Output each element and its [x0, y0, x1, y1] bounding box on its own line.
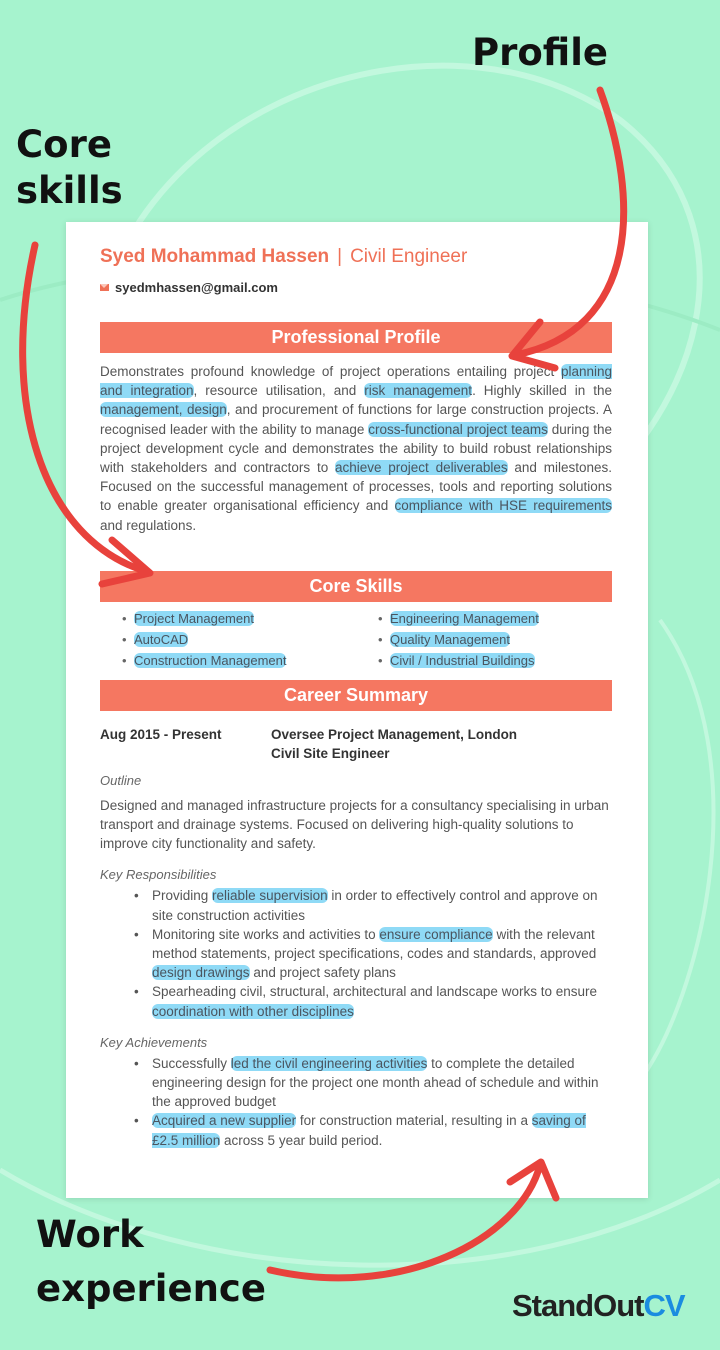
achievements-list: [100, 1054, 612, 1150]
job-details: [271, 725, 517, 763]
callout-core-skills: Core skills: [16, 123, 123, 213]
callout-profile: Profile: [472, 31, 608, 74]
profile-highlight: risk management: [364, 383, 473, 399]
profile-paragraph: [100, 362, 612, 535]
cv-role: Civil Engineer: [350, 246, 468, 267]
profile-highlight: achieve project deliverables: [334, 460, 508, 476]
achievement-item: • Acquired a new supplier for construction material, resulting in a saving of £2.5 million across 5 year build period.: [100, 1111, 612, 1149]
achievement-item: • Successfully led the civil engineering activities to complete the detailed engineering design for the project one month ahead of schedule and within the approved budget: [100, 1054, 612, 1112]
job-company: Oversee Project Management, London: [271, 726, 518, 742]
profile-highlight: planning and integration: [100, 364, 612, 399]
job-date: Aug 2015 - Present: [100, 726, 222, 742]
cv-header: [100, 246, 612, 268]
header-separator: |: [337, 246, 343, 267]
section-professional-profile: Professional Profile: [100, 322, 612, 353]
profile-text-part: . Highly skilled in the: [472, 383, 613, 399]
responsibilities-list: [100, 886, 612, 1020]
responsibility-item: • Spearheading civil, structural, architectural and landscape works to ensure coordination with other disciplines: [100, 982, 612, 1020]
cv-document: [66, 222, 648, 1198]
profile-text-part: , and procurement of functions for large construction projects. A recognised leader with the ability to manage: [100, 402, 612, 437]
skills-column-left: [100, 608, 356, 671]
section-core-skills: Core Skills: [100, 571, 612, 602]
section-career-summary: Career Summary: [100, 680, 612, 711]
job-title: Civil Site Engineer: [271, 745, 390, 761]
logo-text: StandOut: [512, 1288, 644, 1323]
outline-label: Outline: [100, 772, 142, 788]
standout-cv-logo: [512, 1288, 685, 1324]
skill-item: • Engineering Management: [356, 608, 612, 629]
profile-highlight: cross-functional project teams: [368, 421, 548, 437]
email-address: syedmhassen@gmail.com: [115, 280, 278, 295]
email-row: [100, 280, 612, 295]
profile-text-part: and regulations.: [100, 517, 197, 533]
profile-highlight: compliance with HSE requirements: [394, 498, 612, 514]
mail-icon: [100, 284, 109, 291]
profile-text-part: and milestones. Focused on the successful management of processes, tools and reporting solutions to enable greater organisational efficiency and: [100, 460, 612, 514]
skill-item: • Civil / Industrial Buildings: [356, 650, 612, 671]
job-header: [100, 725, 612, 763]
skills-list: [100, 608, 612, 671]
skill-item: • Project Management: [100, 608, 356, 629]
skill-item: • AutoCAD: [100, 629, 356, 650]
skill-item: • Construction Management: [100, 650, 356, 671]
responsibility-item: • Providing reliable supervision in order to effectively control and approve on site construction activities: [100, 886, 612, 924]
logo-cv-text: CV: [643, 1288, 685, 1323]
skills-column-right: [356, 608, 612, 671]
profile-text-part: , resource utilisation, and: [193, 383, 365, 399]
profile-highlight: management, design: [100, 402, 227, 418]
outline-text: Designed and managed infrastructure projects for a consultancy specialising in urban transport and drainage systems. Focused on delivering high-quality solutions to improve city functionality and safety.: [100, 797, 609, 852]
profile-text-part: during the project development cycle and demonstrates the ability to build robust relationships with stakeholders and contractors to: [100, 421, 612, 476]
callout-work-experience: Work experience: [36, 1213, 266, 1310]
responsibility-item: • Monitoring site works and activities to ensure compliance with the relevant method statements, project specifications, codes and standards, approved design drawings and project safety plans: [100, 925, 612, 983]
skill-item: • Quality Management: [356, 629, 612, 650]
responsibilities-label: Key Responsibilities: [100, 867, 217, 883]
cv-name: Syed Mohammad Hassen: [100, 246, 330, 267]
profile-text-part: Demonstrates profound knowledge of project operations entailing project: [100, 364, 561, 379]
achievements-label: Key Achievements: [100, 1034, 208, 1050]
